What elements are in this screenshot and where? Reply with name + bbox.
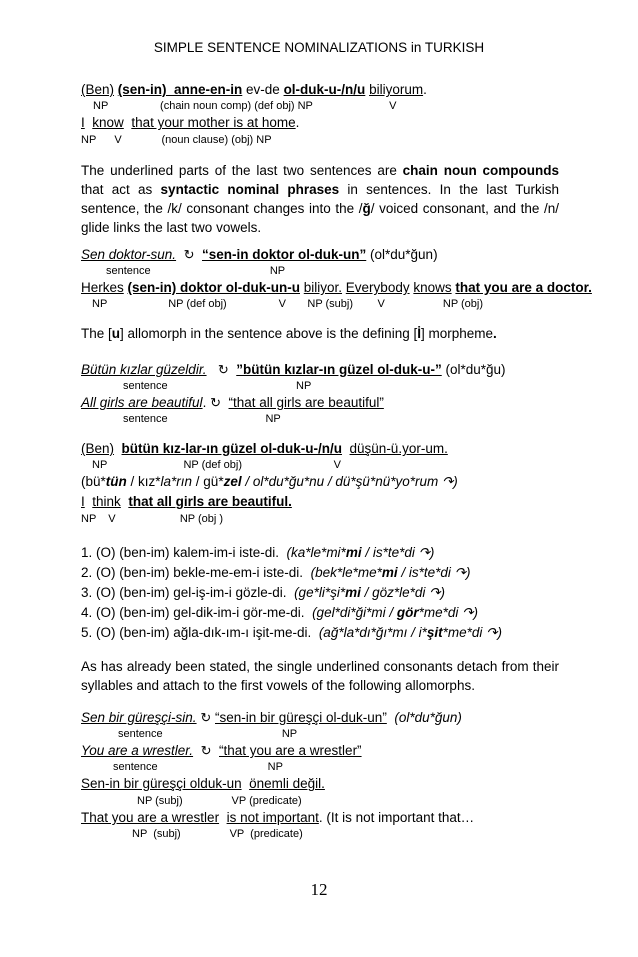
- morpheme-i: İ: [417, 326, 421, 341]
- word-think: think: [92, 494, 121, 509]
- gloss-line: NP V (noun clause) (obj) NP: [81, 134, 272, 146]
- gloss-line: NP NP (def obj) V: [92, 459, 341, 471]
- word-know: know: [92, 115, 124, 130]
- stress: mi: [345, 545, 362, 560]
- gloss-line: NP (subj) VP (predicate): [137, 795, 302, 807]
- example-all-girls: [81, 395, 384, 411]
- example-that-you-are: [81, 810, 474, 825]
- allomorph-u: u: [111, 326, 121, 341]
- noun-phrase-object: (sen-in) doktor ol-duk-un-u: [127, 280, 300, 295]
- sentence-kizlar-guzeldir: Bütün kızlar güzeldir.: [81, 362, 207, 377]
- example-herkes-biliyor: [81, 280, 592, 295]
- example-item: [81, 625, 502, 641]
- item-number: 4. (O): [81, 605, 120, 620]
- text: *me*di ↷): [442, 625, 502, 640]
- clause-mother-home: that your mother is at home: [131, 115, 296, 130]
- page-number: 12: [310, 880, 328, 899]
- word-i: I: [81, 494, 85, 509]
- stress: gör: [396, 605, 419, 620]
- stress: mi: [381, 565, 398, 580]
- text: ] morpheme: [420, 326, 494, 341]
- gloss-line: sentence NP: [106, 265, 286, 277]
- noun-phrase-butun-kizlarin: bütün kız-lar-ın güzel ol-duk-u-/n/u: [121, 441, 343, 456]
- running-header: SIMPLE SENTENCE NOMINALIZATIONS in TURKISH: [153, 40, 485, 55]
- text: (bek*le*me*: [310, 565, 382, 580]
- word-ben: (Ben): [81, 82, 115, 97]
- clause-all-girls: “that all girls are beautiful”: [228, 395, 384, 410]
- example-item: [81, 605, 478, 621]
- word-oldugunu: ol-duk-u-/n/u: [283, 82, 366, 97]
- item-sentence: (ben-im) ağla-dık-ım-ı işit-me-di.: [119, 625, 312, 640]
- text: *me*di ↷): [418, 605, 478, 620]
- detach-paragraph: As has already been stated, the single underlined consonants detach from their syllables and attach to the first vowels of the following allomorphs.: [81, 659, 559, 693]
- word-knows: knows: [413, 280, 452, 295]
- example-senin-onemli: [81, 776, 325, 791]
- word-biliyor: biliyor.: [303, 280, 343, 295]
- text: / ol*du*ğu*nu / dü*şü*nü*yo*rum ↷): [241, 474, 458, 489]
- item-number: 1. (O): [81, 545, 120, 560]
- stress-tun: tün: [105, 474, 127, 489]
- syllabification-line: [81, 474, 458, 490]
- gloss-line: sentence NP: [123, 380, 312, 392]
- turn-arrow-icon: ↻: [200, 743, 212, 758]
- stress: şit: [426, 625, 443, 640]
- item-sentence: (ben-im) gel-dik-im-i gör-me-di.: [119, 605, 305, 620]
- sentence-sen-doktorsun: Sen doktor-sun.: [81, 247, 177, 262]
- turn-arrow-icon: ↻: [210, 395, 221, 410]
- text: / voiced consonant, and the /n/ glide links the last two vowels.: [81, 201, 559, 235]
- noun-phrase-senin-guresci: “sen-in bir güreşçi ol-duk-un”: [215, 710, 387, 725]
- noun-phrase-kizlarin: ”bütün kızlar-ın güzel ol-duk-u-”: [236, 362, 442, 377]
- explanation-paragraph: [81, 161, 559, 237]
- gloss-line: NP (chain noun comp) (def obj) NP V: [93, 100, 397, 112]
- sentence-guresci-sin: Sen bir güreşçi-sin.: [81, 710, 197, 725]
- text: (ge*li*şi*: [294, 585, 346, 600]
- clause-all-girls-beautiful: that all girls are beautiful.: [128, 494, 292, 509]
- sentence-all-girls: All girls are beautiful: [81, 395, 203, 410]
- word-dusunuyorum: düşün-ü.yor-um.: [349, 441, 448, 456]
- text: (bü*: [81, 474, 106, 489]
- item-number: 5. (O): [81, 625, 120, 640]
- example-sen-doktor: [81, 247, 438, 263]
- translation-sentence: [81, 115, 299, 130]
- subject-phrase: Sen-in bir güreşçi olduk-un: [81, 776, 242, 791]
- term-chain-noun-compounds: chain noun compounds: [402, 163, 559, 178]
- text: / göz*le*di ↷): [360, 585, 445, 600]
- chain-noun-sen-anne: (sen-in) anne-en-in: [117, 82, 243, 97]
- text: / kız*: [126, 474, 161, 489]
- sentence-you-are-wrestler: You are a wrestler.: [81, 743, 194, 758]
- example-sen-guresci: [81, 710, 462, 726]
- example-butun-kizlar: [81, 362, 506, 378]
- word-ben: (Ben): [81, 441, 115, 456]
- subject-clause: That you are a wrestler: [81, 810, 220, 825]
- period: .: [423, 82, 427, 97]
- text: . (It is not important that…: [318, 810, 475, 825]
- example-sentence-ben-biliyorum: [81, 82, 427, 97]
- example-ben-dusunuyorum: [81, 441, 448, 456]
- clause-doctor: that you are a doctor.: [455, 280, 592, 295]
- allomorph-note: [81, 326, 497, 341]
- word-ev-de: ev-de: [242, 82, 284, 97]
- text: / is*te*di ↷): [397, 565, 471, 580]
- stress-zel: zel: [223, 474, 242, 489]
- example-item: [81, 565, 470, 581]
- text: (ka*le*mi*: [286, 545, 346, 560]
- syllabification: (ol*du*ğu): [445, 362, 506, 377]
- word-herkes: Herkes: [81, 280, 124, 295]
- item-number: 2. (O): [81, 565, 120, 580]
- word-everybody: Everybody: [345, 280, 410, 295]
- turn-arrow-icon: ↻: [200, 710, 212, 725]
- turn-arrow-icon: ↻: [183, 247, 195, 262]
- stress: mi: [345, 585, 361, 600]
- item-number: 3. (O): [81, 585, 120, 600]
- period: .: [202, 395, 207, 410]
- text: The underlined parts of the last two sentences are: [81, 163, 403, 178]
- text: ] allomorph in the sentence above is the defining [: [120, 326, 418, 341]
- gloss-line: NP (subj) VP (predicate): [132, 828, 303, 840]
- clause-you-are-wrestler: “that you are a wrestler”: [219, 743, 362, 758]
- term-syntactic-nominal-phrases: syntactic nominal phrases: [160, 182, 340, 197]
- noun-phrase-senin-doktor: “sen-in doktor ol-duk-un”: [202, 247, 367, 262]
- word-i: I: [81, 115, 85, 130]
- text: (gel*di*ği*mi /: [312, 605, 397, 620]
- period: .: [493, 326, 497, 341]
- text: / is*te*di ↷): [361, 545, 435, 560]
- gloss-line: sentence NP: [113, 761, 283, 773]
- item-sentence: (ben-im) kalem-im-i iste-di.: [119, 545, 280, 560]
- syllabification: (ol*du*ğun): [370, 247, 438, 262]
- predicate-phrase: is not important: [226, 810, 319, 825]
- item-sentence: (ben-im) bekle-me-em-i iste-di.: [119, 565, 304, 580]
- text: (ağ*la*dı*ğı*mı / i*: [318, 625, 427, 640]
- gloss-line: NP NP (def obj) V NP (subj) V NP (obj): [92, 298, 484, 310]
- text: / gü*: [192, 474, 224, 489]
- example-you-are-wrestler: [81, 743, 362, 759]
- predicate-phrase: önemli değil.: [249, 776, 325, 791]
- gloss-line: NP V NP (obj ): [81, 513, 224, 525]
- translation-i-think: [81, 494, 292, 509]
- turn-arrow-icon: ↻: [217, 362, 229, 377]
- letter-soft-g: ğ: [362, 201, 371, 216]
- text: The [: [81, 326, 112, 341]
- text: that act as: [81, 182, 161, 197]
- example-item: [81, 545, 434, 561]
- gloss-line: sentence NP: [118, 728, 298, 740]
- gloss-line: sentence NP: [123, 413, 281, 425]
- text: la*rın: [160, 474, 193, 489]
- word-biliyorum: biliyorum: [369, 82, 424, 97]
- example-item: [81, 585, 445, 601]
- period: .: [295, 115, 300, 130]
- syllabification: (ol*du*ğun): [394, 710, 462, 725]
- item-sentence: (ben-im) gel-iş-im-i gözle-di.: [119, 585, 287, 600]
- text: in sentences. In the last Turkish sentence, the /k/ consonant changes into the /: [81, 182, 559, 216]
